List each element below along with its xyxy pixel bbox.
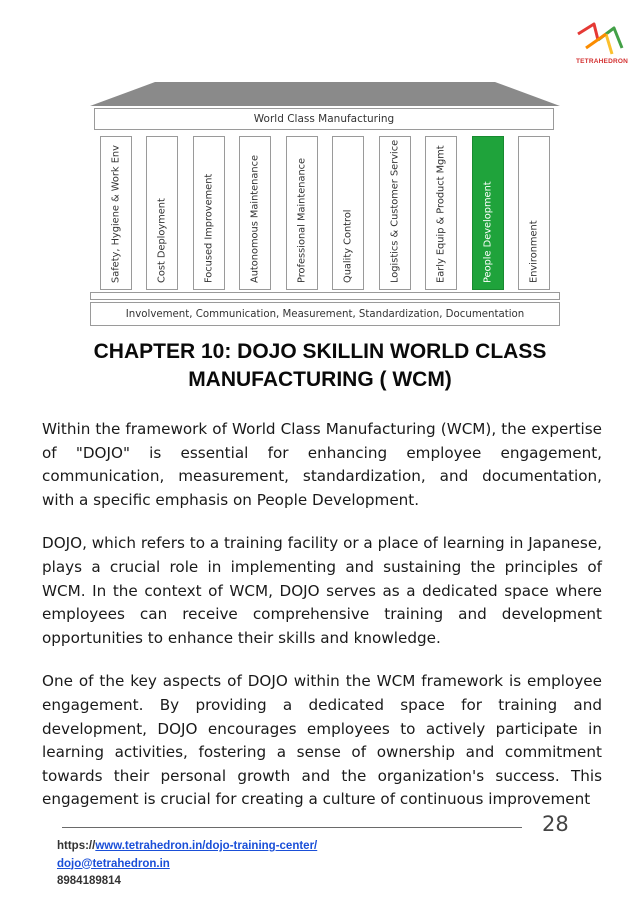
phone-number: 8984189814 xyxy=(57,875,121,887)
footer-rule xyxy=(62,827,522,828)
pillar-autonomous-maintenance xyxy=(239,136,271,290)
pillar-quality-control xyxy=(332,136,364,290)
pillar-label: People Development xyxy=(482,181,493,283)
url-prefix: https:// xyxy=(57,840,96,852)
page-number: 28 xyxy=(542,812,569,836)
pillar-label: Focused Improvement xyxy=(203,173,215,283)
pillar-cost-deployment xyxy=(146,136,178,290)
temple-roof xyxy=(90,82,560,106)
pillar-early-equip xyxy=(425,136,457,290)
footer-url-line xyxy=(57,838,317,856)
pillar-label: Autonomous Maintenance xyxy=(249,154,261,283)
chapter-title-line-2: MANUFACTURING ( WCM) xyxy=(188,368,452,391)
pillar-label: Early Equip & Product Mgmt xyxy=(435,145,447,283)
tetrahedron-logo-icon xyxy=(572,18,632,58)
pillar-label: Safety, Hygiene & Work Env xyxy=(110,145,122,283)
temple-base-step xyxy=(90,292,560,300)
pillar-label: Environment xyxy=(528,220,540,283)
pillar-safety xyxy=(100,136,132,290)
wcm-temple-diagram xyxy=(90,82,560,328)
chapter-title xyxy=(60,338,580,394)
chapter-title-line-1: CHAPTER 10: DOJO SKILLIN WORLD CLASS xyxy=(93,340,547,363)
pillar-label: Logistics & Customer Service xyxy=(389,139,401,283)
pillar-row xyxy=(100,136,550,290)
pillar-professional-maintenance xyxy=(286,136,318,290)
tetrahedron-logo xyxy=(572,18,632,68)
paragraph: One of the key aspects of DOJO within the WCM framework is employee engagement. By providing a dedicated space for training and development, DOJO encourages employees to actively participate in learning activities, fostering a sense of ownership and commitment towards their personal growth and the organization's success. This engagement is crucial for creating a culture of continuous improvement xyxy=(42,672,602,809)
pillar-environment xyxy=(518,136,550,290)
pillar-label: Quality Control xyxy=(342,209,354,283)
email-link[interactable]: dojo@tetrahedron.in xyxy=(57,857,170,870)
body-text xyxy=(42,418,602,832)
logo-text: TETRAHEDRON xyxy=(575,58,629,65)
pillar-label: Cost Deployment xyxy=(156,198,168,283)
paragraph: DOJO, which refers to a training facility or a place of learning in Japanese, plays a crucial role in implementing and sustaining the principles of WCM. In the context of WCM, DOJO serves as a dedicated space where employees can receive comprehensive training and development opportunities to enhance their skills and knowledge. xyxy=(42,534,602,647)
temple-foundation: Involvement, Communication, Measurement, Standardization, Documentation xyxy=(90,302,560,326)
pillar-focused-improvement xyxy=(193,136,225,290)
pillar-logistics xyxy=(379,136,411,290)
temple-header: World Class Manufacturing xyxy=(94,108,554,130)
website-link[interactable]: www.tetrahedron.in/dojo-training-center/ xyxy=(95,840,318,852)
paragraph: Within the framework of World Class Manufacturing (WCM), the expertise of "DOJO" is essential for enhancing employee engagement, communication, measurement, standardization, and documentation, with a specific emphasis on People Development. xyxy=(42,420,602,509)
pillar-people-development xyxy=(472,136,504,290)
footer-contact xyxy=(57,838,317,891)
pillar-label: Professional Maintenance xyxy=(296,157,308,283)
